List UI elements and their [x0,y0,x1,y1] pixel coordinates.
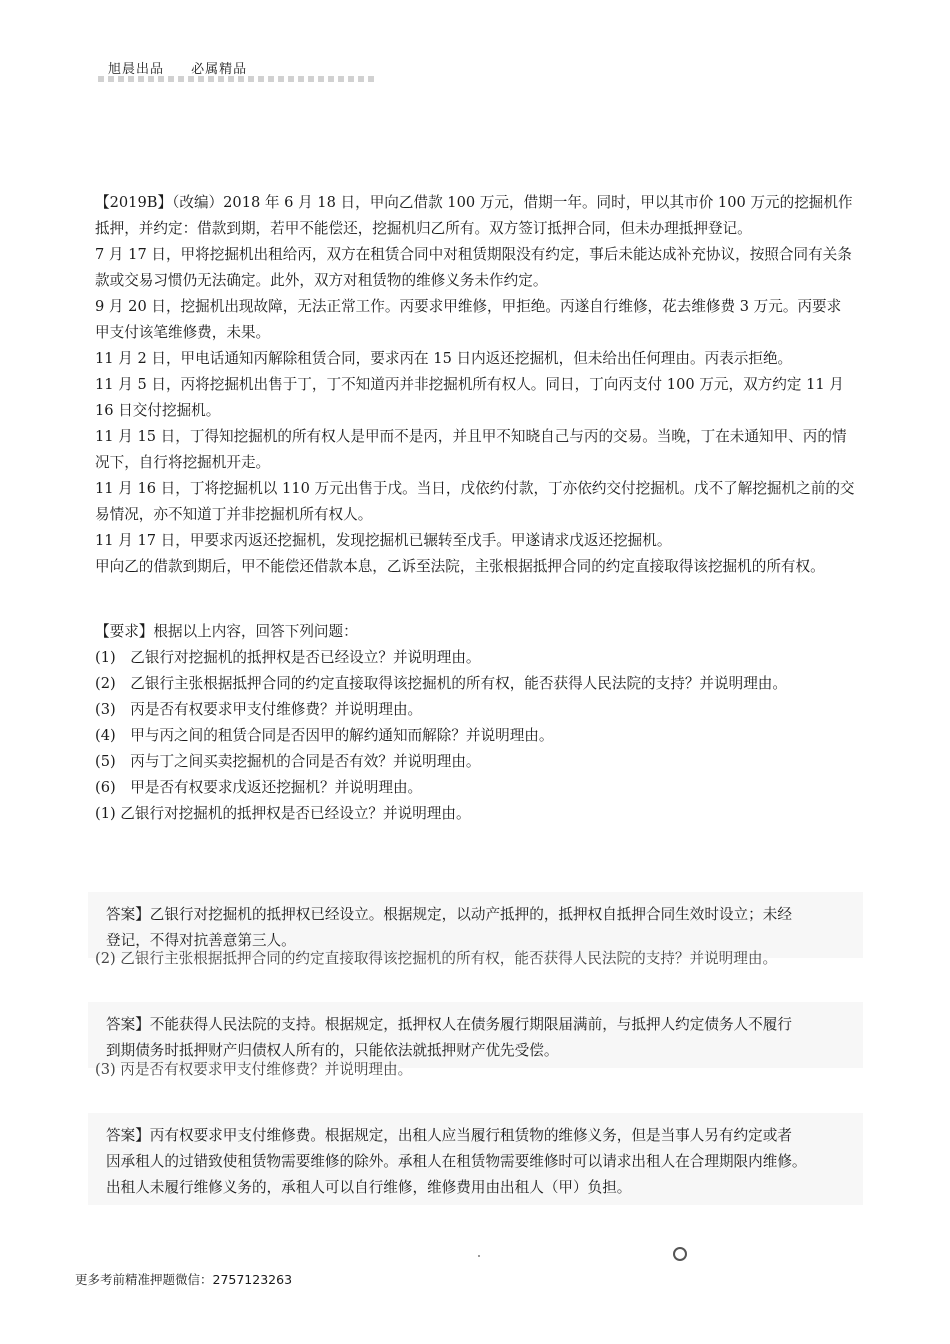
question: (5) 丙与丁之间买卖挖掘机的合同是否有效？并说明理由。 [95,753,481,770]
case-paragraph: 甲向乙的借款到期后，甲不能偿还借款本息，乙诉至法院，主张根据抵押合同的约定直接取得该挖掘机的所有权。 [95,558,825,575]
case-paragraph: 【2019B】（改编）2018 年 6 月 18 日，甲向乙借款 100 万元，借期一年。同时，甲以其市价 100 万元的挖掘机作抵押，并约定：借款到期，若甲不能偿还，挖掘机归乙所有。双方签订抵押合同，但未办理抵押登记。 [95,194,853,237]
header-right: 必属精品 [191,62,248,77]
case-paragraph: 11 月 17 日，甲要求丙返还挖掘机，发现挖掘机已辗转至戊手。甲遂请求戊返还挖掘机。 [95,532,672,549]
question: (3) 丙是否有权要求甲支付维修费？并说明理由。 [95,701,423,718]
scan-dot [478,1255,480,1257]
requirements [95,619,865,827]
case-text [95,190,855,580]
case-paragraph: 11 月 15 日，丁得知挖掘机的所有权人是甲而不是丙，并且甲不知晓自己与丙的交易。当晚，丁在未通知甲、丙的情况下，自行将挖掘机开走。 [95,428,847,471]
answer-box-1 [88,892,863,958]
page-header [108,58,269,77]
cut-question: (3) 丙是否有权要求甲支付维修费？并说明理由。 [95,1061,413,1078]
case-paragraph: 16 日交付挖掘机。 [95,402,221,419]
header-left: 旭晨出品 [108,62,165,77]
requirements-intro: 【要求】根据以上内容，回答下列问题： [95,623,358,640]
case-paragraph: 11 月 2 日，甲电话通知丙解除租赁合同，要求丙在 15 日内返还挖掘机，但未给出任何理由。丙表示拒绝。 [95,350,793,367]
answer-line: 答案】乙银行对挖掘机的抵押权已经设立。根据规定，以动产抵押的，抵押权自抵押合同生效时设立；未经 [106,906,792,923]
scan-mark-icon [673,1247,687,1261]
answer-line: 登记，不得对抗善意第三人。 [106,932,296,949]
answer-line: 答案】丙有权要求甲支付维修费。根据规定，出租人应当履行租赁物的维修义务，但是当事人另有约定或者 [106,1127,792,1144]
question: (1) 乙银行对挖掘机的抵押权是否已经设立？并说明理由。 [95,649,481,666]
header-smudge [98,76,378,82]
case-paragraph: 11 月 5 日，丙将挖掘机出售于丁，丁不知道丙并非挖掘机所有权人。同日，丁向丙支付 100 万元，双方约定 11 月 [95,376,844,393]
answer-box-3 [88,1113,863,1205]
answer-line: 到期债务时抵押财产归债权人所有的，只能依法就抵押财产优先受偿。 [106,1042,559,1059]
answer-line: 出租人未履行维修义务的，承租人可以自行维修，维修费用由出租人（甲）负担。 [106,1179,632,1196]
cut-question: (2) 乙银行主张根据抵押合同的约定直接取得该挖掘机的所有权，能否获得人民法院的支持？并说明理由。 [95,950,778,967]
question: (2) 乙银行主张根据抵押合同的约定直接取得该挖掘机的所有权，能否获得人民法院的支持？并说明理由。 [95,675,787,692]
answer-line: 因承租人的过错致使租赁物需要维修的除外。承租人在租赁物需要维修时可以请求出租人在合理期限内维修。 [106,1153,807,1170]
footer-contact: 更多考前精准押题微信：2757123263 [75,1272,293,1287]
answer-box-2 [88,1002,863,1068]
question: (4) 甲与丙之间的租赁合同是否因甲的解约通知而解除？并说明理由。 [95,727,554,744]
question: (6) 甲是否有权要求戊返还挖掘机？并说明理由。 [95,779,423,796]
case-paragraph: 11 月 16 日，丁将挖掘机以 110 万元出售于戊。当日，戊依约付款，丁亦依约交付挖掘机。戊不了解挖掘机之前的交易情况，亦不知道丁并非挖掘机所有权人。 [95,480,855,523]
answer-line: 答案】不能获得人民法院的支持。根据规定，抵押权人在债务履行期限届满前，与抵押人约定债务人不履行 [106,1016,792,1033]
question: (1) 乙银行对挖掘机的抵押权是否已经设立？并说明理由。 [95,805,471,822]
case-paragraph: 7 月 17 日，甲将挖掘机出租给丙，双方在租赁合同中对租赁期限没有约定，事后未能达成补充协议，按照合同有关条款或交易习惯仍无法确定。此外，双方对租赁物的维修义务未作约定。 [95,246,852,289]
case-paragraph: 9 月 20 日，挖掘机出现故障，无法正常工作。丙要求甲维修，甲拒绝。丙遂自行维修，花去维修费 3 万元。丙要求甲支付该笔维修费，未果。 [95,298,842,341]
